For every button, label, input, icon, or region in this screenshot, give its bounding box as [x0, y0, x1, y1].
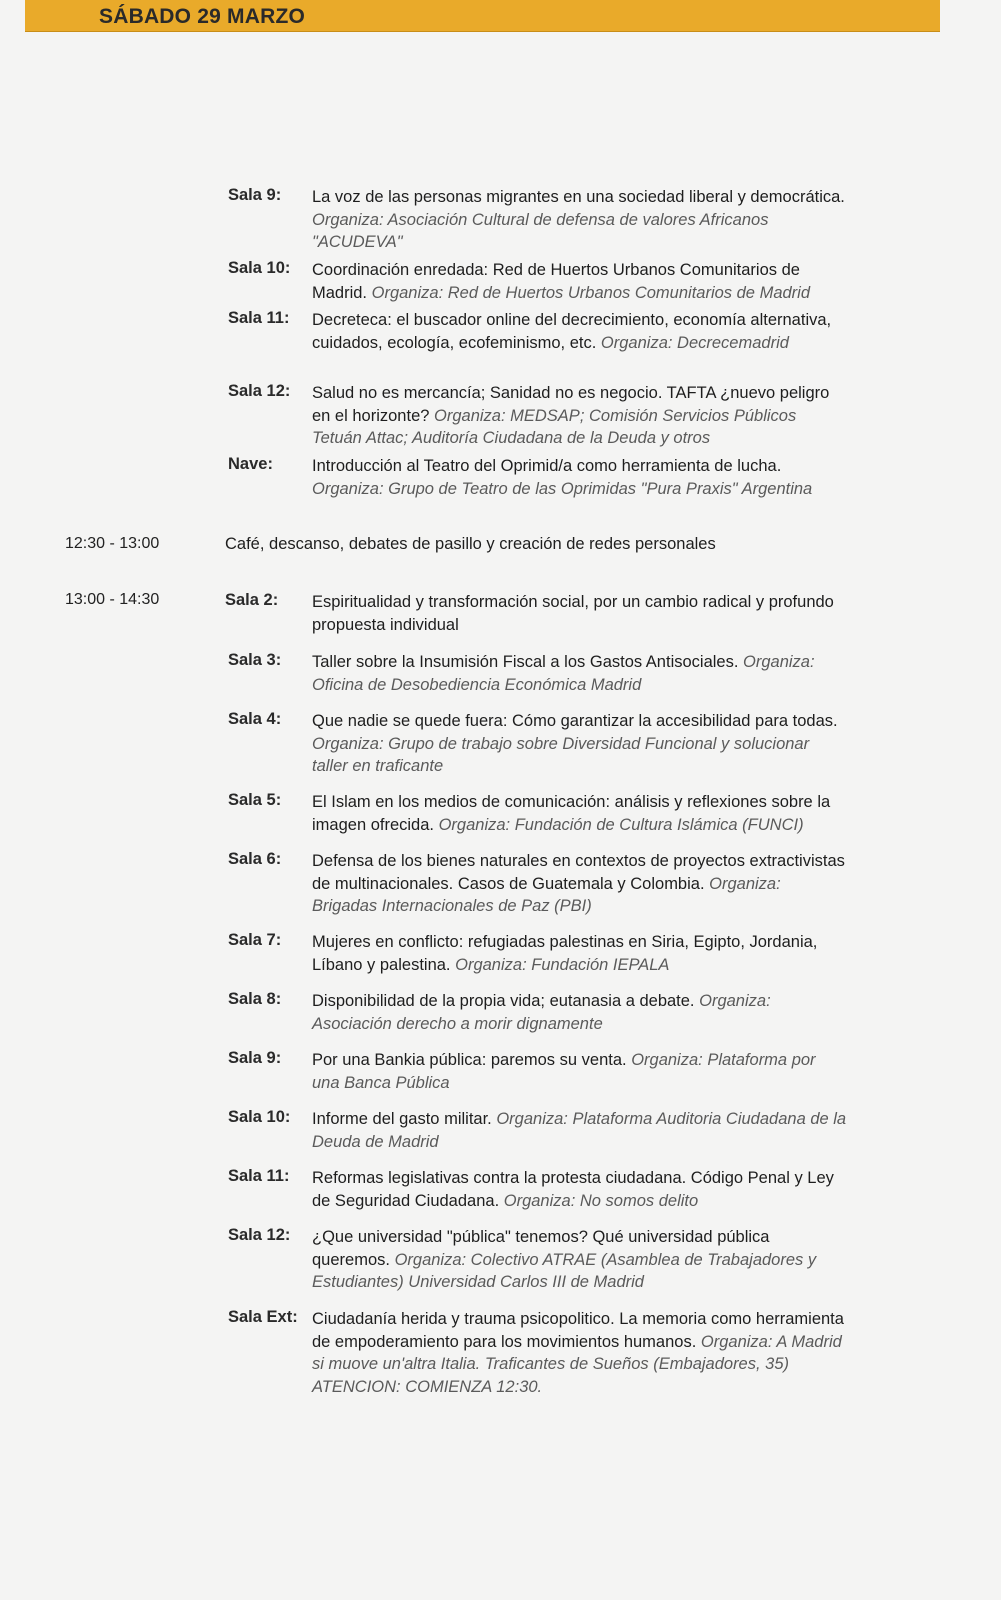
entry-text	[312, 1226, 847, 1294]
entry-organizer: Organiza: Asociación Cultural de defensa de valores Africanos "ACUDEVA"	[312, 210, 769, 251]
entry-title: Salud no es mercancía; Sanidad no es negocio. TAFTA ¿nuevo peligro en el horizonte?	[312, 384, 830, 425]
entry-title: Defensa de los bienes naturales en contextos de proyectos extractivistas de multinacionales. Casos de Guatemala y Colombia.	[312, 852, 845, 893]
entry-organizer: Organiza: Grupo de trabajo sobre Diversidad Funcional y solucionar taller en traficante	[312, 734, 810, 775]
entry-organizer: Organiza: Oficina de Desobediencia Económica Madrid	[312, 653, 815, 694]
entry-organizer: Organiza: Plataforma por una Banca Pública	[312, 1051, 816, 1092]
entry-title: La voz de las personas migrantes en una sociedad liberal y democrática.	[312, 188, 845, 206]
entry-title: Taller sobre la Insumisión Fiscal a los Gastos Antisociales.	[312, 653, 739, 671]
entry-organizer: Organiza: Brigadas Internacionales de Paz (PBI)	[312, 874, 781, 915]
entry-text	[312, 791, 847, 836]
entry-title: Que nadie se quede fuera: Cómo garantizar la accesibilidad para todas.	[312, 712, 838, 730]
entry-organizer: Organiza: No somos delito	[503, 1191, 699, 1210]
entry-organizer: Organiza: Plataforma Auditoria Ciudadana de la Deuda de Madrid	[312, 1110, 847, 1151]
room-label: Sala Ext:	[228, 1308, 298, 1326]
entry-organizer: Organiza: Asociación derecho a morir dignamente	[312, 992, 771, 1033]
entry-title: Disponibilidad de la propia vida; eutanasia a debate.	[312, 992, 695, 1010]
entry-text	[312, 990, 847, 1035]
entry-text	[312, 1108, 847, 1153]
entry-title: Introducción al Teatro del Oprimid/a como herramienta de lucha.	[312, 457, 782, 475]
header-bar	[25, 0, 940, 32]
room-label: Sala 12:	[228, 1226, 291, 1244]
entry-organizer: Organiza: Red de Huertos Urbanos Comunitarios de Madrid	[371, 283, 811, 302]
entry-title: Ciudadanía herida y trauma psicopolitico. La memoria como herramienta de empoderamiento para los movimientos humanos.	[312, 1310, 844, 1351]
room-label: Sala 11:	[228, 309, 290, 327]
room-label: Sala 10:	[228, 1108, 291, 1126]
entry-text	[312, 455, 847, 500]
entry-text	[312, 259, 847, 304]
entry-text	[312, 1049, 847, 1094]
room-label: Sala 10:	[228, 259, 291, 277]
entry-text	[312, 1308, 847, 1398]
entry-title: Mujeres en conflicto: refugiadas palestinas en Siria, Egipto, Jordania, Líbano y palestina.	[312, 933, 818, 974]
room-label: Sala 5:	[228, 791, 282, 809]
time-slot: 13:00 - 14:30	[65, 591, 160, 608]
entry-organizer: Organiza: Grupo de Teatro de las Oprimidas "Pura Praxis" Argentina	[312, 479, 813, 498]
room-label: Sala 9:	[228, 186, 282, 204]
entry-text	[312, 591, 847, 636]
time-slot: 12:30 - 13:00	[65, 535, 160, 552]
entry-title: Reformas legislativas contra la protesta ciudadana. Código Penal y Ley de Seguridad Ciudadana.	[312, 1169, 834, 1210]
entry-title: El Islam en los medios de comunicación: análisis y reflexiones sobre la imagen ofrecida.	[312, 793, 831, 834]
entry-title: ¿Que universidad "pública" tenemos? Qué universidad pública queremos.	[312, 1228, 770, 1269]
room-label: Nave:	[228, 455, 273, 473]
entry-text	[312, 1167, 847, 1212]
entry-organizer: Organiza: A Madrid si muove un'altra Italia. Traficantes de Sueños (Embajadores, 35) ATENCION: COMIENZA 12:30.	[312, 1332, 842, 1396]
room-label: Sala 7:	[228, 931, 282, 949]
room-label: Sala 4:	[228, 710, 282, 728]
entry-organizer: Organiza: Fundación IEPALA	[455, 955, 670, 974]
room-label: Sala 8:	[228, 990, 282, 1008]
entry-text	[312, 309, 847, 354]
entry-organizer: Organiza: Colectivo ATRAE (Asamblea de Trabajadores y Estudiantes) Universidad Carlos III de Madrid	[312, 1250, 817, 1291]
entry-text	[312, 931, 847, 976]
entry-organizer: Organiza: Fundación de Cultura Islámica (FUNCI)	[438, 815, 804, 834]
entry-text	[312, 186, 847, 254]
entry-title: Informe del gasto militar.	[312, 1110, 492, 1128]
entry-text	[312, 850, 847, 918]
room-label: Sala 6:	[228, 850, 282, 868]
entry-title: Por una Bankia pública: paremos su venta.	[312, 1051, 627, 1069]
room-label: Sala 12:	[228, 382, 291, 400]
entry-organizer: Organiza: MEDSAP; Comisión Servicios Públicos Tetuán Attac; Auditoría Ciudadana de la Deuda y otros	[312, 406, 797, 447]
break-text: Café, descanso, debates de pasillo y creación de redes personales	[225, 535, 716, 553]
entry-text	[312, 382, 847, 450]
entry-title: Espiritualidad y transformación social, por un cambio radical y profundo propuesta individual	[312, 593, 834, 634]
entry-text	[312, 651, 847, 696]
room-label: Sala 11:	[228, 1167, 290, 1185]
entry-title: Coordinación enredada: Red de Huertos Urbanos Comunitarios de Madrid.	[312, 261, 800, 302]
page-title: SÁBADO 29 MARZO	[99, 5, 306, 28]
entry-title: Decreteca: el buscador online del decrecimiento, economía alternativa, cuidados, ecología, ecofeminismo, etc.	[312, 311, 832, 352]
room-label: Sala 2:	[225, 591, 279, 609]
entry-organizer: Organiza: Decrecemadrid	[600, 333, 789, 352]
entry-text	[312, 710, 847, 778]
room-label: Sala 3:	[228, 651, 282, 669]
room-label: Sala 9:	[228, 1049, 282, 1067]
